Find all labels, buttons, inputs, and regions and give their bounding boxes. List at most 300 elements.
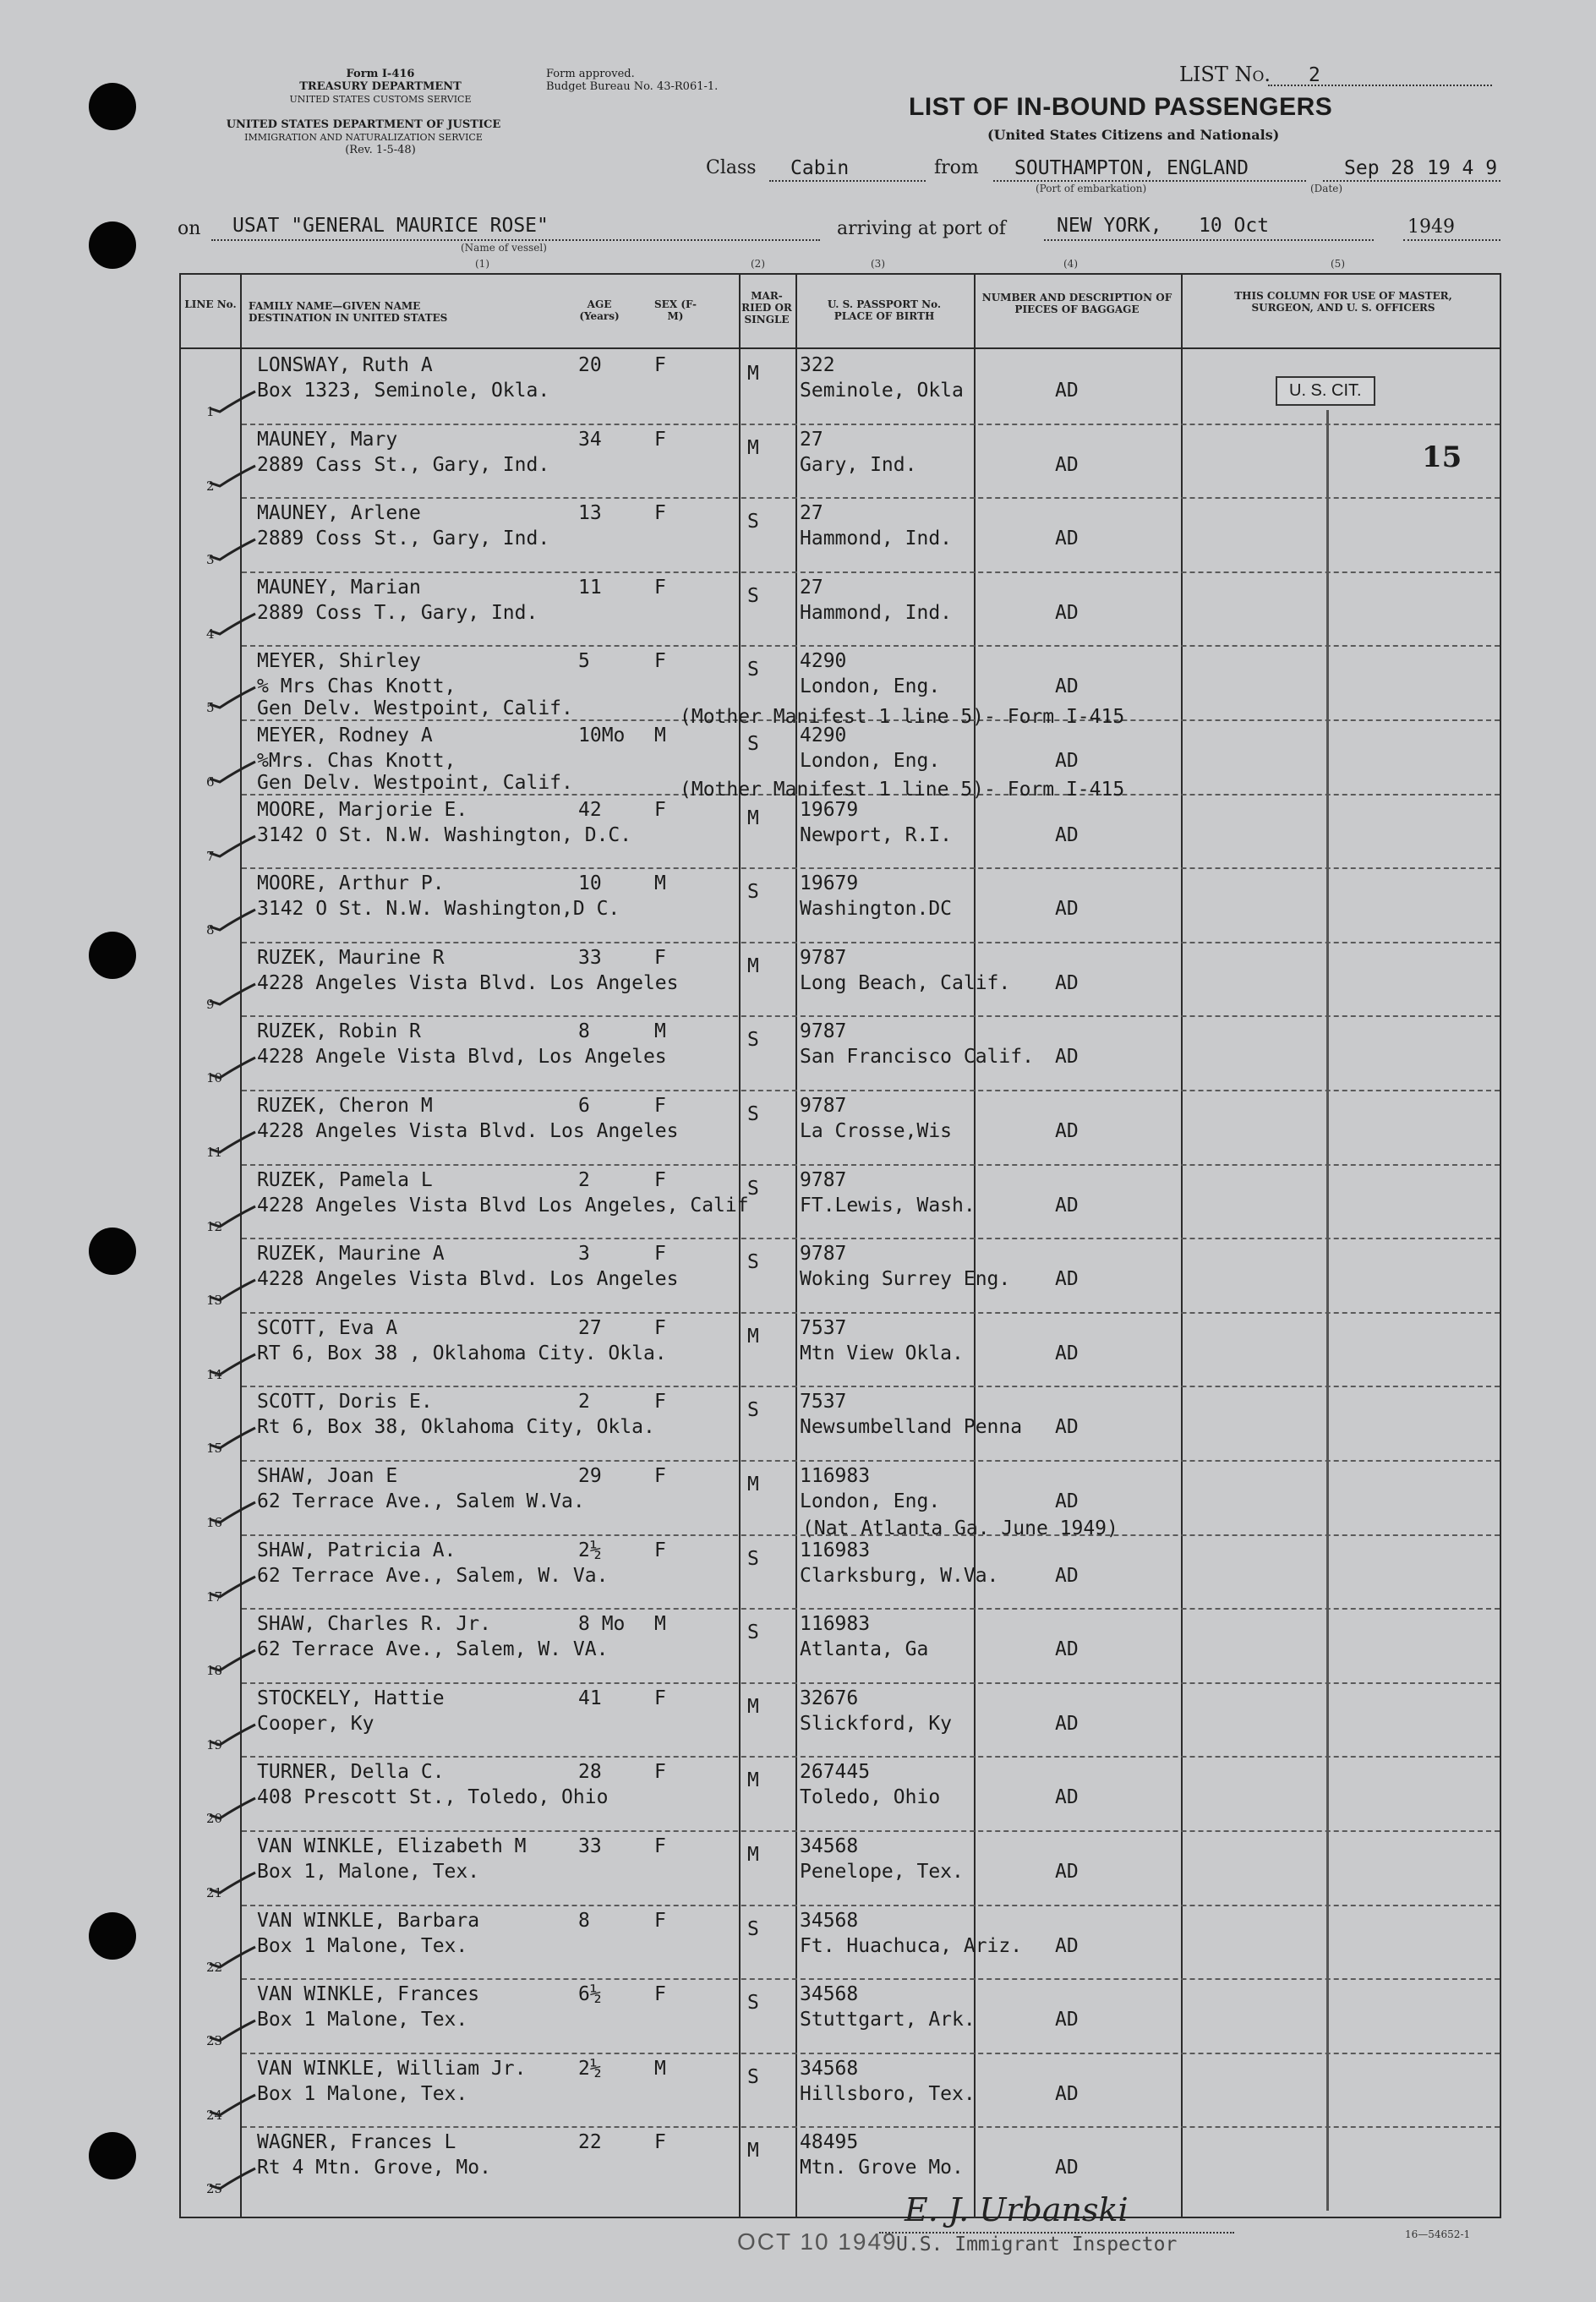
marital-status: S: [747, 1399, 759, 1422]
age: 10Mo: [578, 725, 626, 746]
destination: Box 1 Malone, Tex.: [257, 1934, 468, 1957]
passenger-row: [181, 1015, 1500, 1089]
inspector-signature: E. J. Urbanski: [905, 2191, 1129, 2228]
passenger-name: STOCKELY, Hattie: [257, 1687, 445, 1709]
port-of-embarkation: SOUTHAMPTON, ENGLAND: [1014, 157, 1249, 179]
note-line16: (Nat Atlanta Ga. June 1949): [802, 1517, 1118, 1539]
marital-status: S: [747, 1547, 759, 1570]
destination: 2889 Cass St., Gary, Ind.: [257, 453, 550, 476]
baggage: AD: [1055, 1342, 1079, 1364]
place-of-birth: Gary, Ind.: [800, 453, 917, 476]
passenger-name: RUZEK, Cheron M: [257, 1095, 433, 1117]
check-mark-icon: [206, 2015, 259, 2044]
sex: F: [654, 1168, 666, 1191]
header-sex: SEX (F-M): [654, 298, 697, 322]
line-number: 11: [206, 1145, 223, 1160]
sex: F: [654, 502, 666, 525]
passport-number: 116983: [800, 1539, 871, 1561]
age: 10: [578, 872, 602, 895]
line-number: 5: [206, 700, 215, 716]
line-number: 1: [206, 404, 215, 419]
line-number: 2: [206, 478, 215, 494]
check-mark-icon: [206, 609, 259, 637]
line-number: 19: [206, 1736, 223, 1752]
baggage: AD: [1055, 1490, 1079, 1512]
marital-status: M: [747, 1695, 759, 1718]
sex: F: [654, 798, 666, 821]
passenger-name: LONSWAY, Ruth A: [257, 354, 433, 376]
embark-year: 19 4 9: [1427, 157, 1498, 179]
line-number: 25: [206, 2181, 223, 2197]
passenger-name: TURNER, Della C.: [257, 1761, 445, 1784]
baggage: AD: [1055, 750, 1079, 772]
passenger-row: [181, 424, 1500, 497]
sex: F: [654, 2131, 666, 2154]
marital-status: M: [747, 436, 759, 459]
sex: F: [654, 1095, 666, 1117]
age: 27: [578, 1316, 602, 1339]
passenger-row: [181, 1164, 1500, 1238]
age: 33: [578, 1835, 602, 1857]
check-mark-icon: [206, 1201, 259, 1230]
passenger-row: [181, 942, 1500, 1015]
place-of-birth: Long Beach, Calif.: [800, 971, 1011, 994]
destination: 4228 Angeles Vista Blvd. Los Angeles: [257, 971, 679, 994]
destination: Rt 4 Mtn. Grove, Mo.: [257, 2157, 491, 2179]
check-mark-icon: [206, 2090, 259, 2119]
binder-hole: [89, 1228, 136, 1275]
officer-pencil-line: [1326, 410, 1329, 2211]
place-of-birth: Slickford, Ky: [800, 1712, 953, 1735]
check-mark-icon: [206, 1793, 259, 1822]
line-number: 22: [206, 1959, 223, 1975]
baggage: AD: [1055, 2009, 1079, 2031]
check-mark-icon: [206, 1275, 259, 1304]
sex: F: [654, 1687, 666, 1709]
line-number: 12: [206, 1218, 223, 1234]
destination-line-2: Gen Delv. Westpoint, Calif.: [257, 772, 573, 794]
age: 6: [578, 1095, 590, 1117]
passenger-name: VAN WINKLE, Frances: [257, 1983, 480, 2006]
line-number: 3: [206, 552, 215, 568]
line-number: 9: [206, 996, 215, 1012]
marital-status: M: [747, 807, 759, 829]
marital-status: M: [747, 1325, 759, 1348]
destination: %Mrs. Chas Knott,: [257, 750, 456, 772]
place-of-birth: London, Eng.: [800, 1490, 941, 1512]
from-label: from: [934, 157, 979, 178]
customs-service: UNITED STATES CUSTOMS SERVICE: [289, 94, 472, 105]
passenger-name: VAN WINKLE, Elizabeth M: [257, 1835, 527, 1857]
passenger-name: MOORE, Marjorie E.: [257, 798, 468, 821]
passport-number: 34568: [800, 1909, 859, 1932]
check-mark-icon: [206, 534, 259, 563]
check-mark-icon: [206, 979, 259, 1008]
justice-dept: UNITED STATES DEPARTMENT OF JUSTICE: [226, 118, 501, 131]
passenger-row: [181, 867, 1500, 941]
place-of-birth: FT.Lewis, Wash.: [800, 1194, 976, 1217]
destination: 4228 Angeles Vista Blvd Los Angeles, Calif: [257, 1194, 749, 1217]
passenger-name: VAN WINKLE, William Jr.: [257, 2057, 527, 2080]
footer-code: 16—54652-1: [1405, 2228, 1471, 2240]
sex: F: [654, 1983, 666, 2006]
sex: F: [654, 1243, 666, 1266]
place-of-birth: Ft. Huachuca, Ariz.: [800, 1934, 1023, 1957]
col-num-4: (4): [1063, 258, 1078, 270]
check-mark-icon: [206, 1942, 259, 1971]
baggage: AD: [1055, 1194, 1079, 1217]
check-mark-icon: [206, 1572, 259, 1600]
ins-service: IMMIGRATION AND NATURALIZATION SERVICE: [244, 132, 483, 143]
marital-status: S: [747, 584, 759, 607]
col-num-5: (5): [1331, 258, 1345, 270]
age: 2½: [578, 2057, 602, 2080]
passenger-name: VAN WINKLE, Barbara: [257, 1909, 480, 1932]
age: 29: [578, 1465, 602, 1487]
sex: F: [654, 428, 666, 451]
passenger-name: MEYER, Shirley: [257, 650, 421, 673]
place-of-birth: Woking Surrey Eng.: [800, 1268, 1011, 1291]
destination-line-2: Gen Delv. Westpoint, Calif.: [257, 697, 573, 720]
age: 8: [578, 1909, 590, 1932]
marital-status: S: [747, 1917, 759, 1940]
passport-number: 322: [800, 354, 835, 376]
arrival-year: 1949: [1407, 216, 1455, 238]
vessel-underline: [211, 239, 820, 241]
line-number: 14: [206, 1366, 223, 1382]
passport-number: 34568: [800, 2057, 859, 2080]
check-mark-icon: [206, 1349, 259, 1378]
col-num-1: (1): [475, 258, 489, 270]
place-of-birth: Mtn. Grove Mo.: [800, 2157, 964, 2179]
place-of-birth: Toledo, Ohio: [800, 1786, 941, 1809]
age: 8: [578, 1020, 590, 1043]
header-line-no: LINE No.: [184, 298, 237, 310]
baggage: AD: [1055, 1416, 1079, 1439]
place-of-birth: San Francisco Calif.: [800, 1046, 1034, 1069]
sex: F: [654, 946, 666, 969]
passenger-name: SHAW, Charles R. Jr.: [257, 1613, 491, 1636]
check-mark-icon: [206, 1127, 259, 1156]
age: 28: [578, 1761, 602, 1784]
col-num-2: (2): [751, 258, 765, 270]
passenger-row: [181, 1238, 1500, 1311]
header-name: FAMILY NAME—GIVEN NAME DESTINATION IN UNITED STATES: [249, 300, 448, 324]
sex: F: [654, 1835, 666, 1857]
passport-number: 27: [800, 576, 823, 599]
date-underline: [1323, 180, 1500, 182]
marital-status: S: [747, 881, 759, 904]
passenger-name: MAUNEY, Mary: [257, 428, 398, 451]
place-of-birth: La Crosse,Wis: [800, 1120, 953, 1142]
passenger-name: MAUNEY, Marian: [257, 576, 421, 599]
place-of-birth: Mtn View Okla.: [800, 1342, 964, 1364]
passenger-name: SHAW, Patricia A.: [257, 1539, 456, 1561]
place-of-birth: Atlanta, Ga: [800, 1638, 929, 1661]
place-of-birth: Penelope, Tex.: [800, 1861, 964, 1883]
age: 2: [578, 1168, 590, 1191]
marital-status: S: [747, 1029, 759, 1052]
footer-inspector: U.S. Immigrant Inspector: [896, 2234, 1178, 2256]
passport-number: 27: [800, 502, 823, 525]
destination: 62 Terrace Ave., Salem, W. VA.: [257, 1638, 609, 1661]
baggage: AD: [1055, 528, 1079, 550]
binder-hole: [89, 1912, 136, 1960]
check-mark-icon: [206, 1867, 259, 1896]
passenger-name: MOORE, Arthur P.: [257, 872, 445, 895]
age: 5: [578, 650, 590, 673]
age: 34: [578, 428, 602, 451]
line-number: 13: [206, 1293, 223, 1309]
passport-number: 4290: [800, 650, 847, 673]
class-value: Cabin: [790, 157, 850, 179]
destination: 62 Terrace Ave., Salem, W. Va.: [257, 1564, 609, 1587]
passenger-row: [181, 794, 1500, 867]
sex: F: [654, 1909, 666, 1932]
passport-number: 9787: [800, 1020, 847, 1043]
baggage: AD: [1055, 1934, 1079, 1957]
sex: F: [654, 1391, 666, 1413]
line-number: 16: [206, 1515, 223, 1530]
age: 11: [578, 576, 602, 599]
age: 3: [578, 1243, 590, 1266]
year-underline: [1403, 239, 1500, 241]
passport-number: 9787: [800, 1243, 847, 1266]
header-age: AGE (Years): [579, 298, 620, 322]
passenger-row: [181, 1905, 1500, 1978]
binder-hole: [89, 2132, 136, 2179]
document-title: LIST OF IN-BOUND PASSENGERS: [909, 93, 1333, 121]
budget-bureau: Budget Bureau No. 43-R061-1.: [546, 80, 719, 93]
passenger-row: [181, 571, 1500, 645]
place-of-birth: Hillsboro, Tex.: [800, 2082, 976, 2105]
arrival-date: 10 Oct: [1199, 215, 1270, 237]
line-number: 7: [206, 848, 215, 864]
baggage: AD: [1055, 601, 1079, 624]
form-approved: Form approved.: [546, 68, 635, 80]
baggage: AD: [1055, 971, 1079, 994]
check-mark-icon: [206, 1053, 259, 1081]
place-of-birth: Washington.DC: [800, 898, 953, 921]
marital-status: M: [747, 1474, 759, 1495]
check-mark-icon: [206, 1423, 259, 1452]
destination: 3142 O St. N.W. Washington,D C.: [257, 898, 620, 921]
place-of-birth: Seminole, Okla: [800, 380, 964, 402]
place-of-birth: Clarksburg, W.Va.: [800, 1564, 999, 1587]
baggage: AD: [1055, 453, 1079, 476]
place-of-birth: Stuttgart, Ark.: [800, 2009, 976, 2031]
marital-status: M: [747, 1844, 759, 1866]
destination: 4228 Angeles Vista Blvd. Los Angeles: [257, 1120, 679, 1142]
check-mark-icon: [206, 1720, 259, 1748]
age: 33: [578, 946, 602, 969]
sex: M: [654, 1613, 666, 1636]
passenger-row: [181, 1386, 1500, 1459]
age: 2: [578, 1391, 590, 1413]
header-officers: THIS COLUMN FOR USE OF MASTER, SURGEON, AND U. S. OFFICERS: [1234, 290, 1452, 314]
line-number: 18: [206, 1663, 223, 1679]
passport-number: 9787: [800, 946, 847, 969]
sex: F: [654, 1761, 666, 1784]
passport-number: 267445: [800, 1761, 871, 1784]
check-mark-icon: [206, 1645, 259, 1674]
line-number: 21: [206, 1885, 223, 1900]
footer-date-stamp: OCT 10 1949: [737, 2228, 898, 2255]
passport-number: 116983: [800, 1613, 871, 1636]
baggage: AD: [1055, 1638, 1079, 1661]
port-underline: [993, 180, 1306, 182]
age: 13: [578, 502, 602, 525]
vessel-caption: (Name of vessel): [461, 242, 547, 254]
col-num-3: (3): [871, 258, 885, 270]
list-no-underline: [1268, 85, 1492, 86]
passenger-row: [181, 1682, 1500, 1756]
destination: % Mrs Chas Knott,: [257, 675, 456, 698]
age: 8 Mo: [578, 1613, 626, 1636]
sex: F: [654, 1539, 666, 1561]
passenger-name: SCOTT, Doris E.: [257, 1391, 433, 1413]
list-no-label: LIST No.: [1179, 63, 1271, 86]
header-baggage: NUMBER AND DESCRIPTION OF PIECES OF BAGGAGE: [981, 292, 1172, 315]
check-mark-icon: [206, 831, 259, 860]
baggage: AD: [1055, 2157, 1079, 2179]
passport-number: 9787: [800, 1168, 847, 1191]
passenger-row: [181, 1978, 1500, 2052]
sex: F: [654, 1465, 666, 1487]
passenger-name: RUZEK, Maurine R: [257, 946, 445, 969]
baggage: AD: [1055, 1861, 1079, 1883]
arrival-port: NEW YORK,: [1057, 215, 1162, 237]
document-subtitle: (United States Citizens and Nationals): [987, 127, 1280, 143]
destination: 408 Prescott St., Toledo, Ohio: [257, 1786, 609, 1809]
passport-number: 19679: [800, 872, 859, 895]
passenger-row: [181, 1608, 1500, 1681]
passenger-name: WAGNER, Frances L: [257, 2131, 456, 2154]
destination: 2889 Coss St., Gary, Ind.: [257, 528, 550, 550]
line-number: 15: [206, 1441, 223, 1457]
passenger-name: RUZEK, Maurine A: [257, 1243, 445, 1266]
check-mark-icon: [206, 1497, 259, 1526]
line-number: 6: [206, 774, 215, 790]
marital-status: S: [747, 733, 759, 755]
place-of-birth: London, Eng.: [800, 675, 941, 698]
passport-number: 19679: [800, 798, 859, 821]
check-mark-icon: [206, 461, 259, 489]
marital-status: M: [747, 954, 759, 977]
treasury-dept: TREASURY DEPARTMENT: [299, 80, 462, 93]
place-of-birth: London, Eng.: [800, 750, 941, 772]
place-of-birth: Hammond, Ind.: [800, 528, 953, 550]
page-mark: 15: [1422, 440, 1462, 474]
passenger-name: RUZEK, Robin R: [257, 1020, 421, 1043]
us-cit-stamp: U. S. CIT.: [1276, 376, 1375, 406]
destination: Cooper, Ky: [257, 1712, 374, 1735]
passport-number: 9787: [800, 1095, 847, 1117]
binder-hole: [89, 932, 136, 979]
marital-status: M: [747, 2140, 759, 2163]
date-caption: (Date): [1310, 183, 1343, 194]
age: 22: [578, 2131, 602, 2154]
baggage: AD: [1055, 2082, 1079, 2105]
passport-number: 34568: [800, 1835, 859, 1857]
baggage: AD: [1055, 1268, 1079, 1291]
sex: M: [654, 1020, 666, 1043]
form-number: Form I-416: [346, 68, 415, 80]
age: 42: [578, 798, 602, 821]
sex: M: [654, 872, 666, 895]
baggage: AD: [1055, 1712, 1079, 1735]
sex: F: [654, 576, 666, 599]
baggage: AD: [1055, 675, 1079, 698]
check-mark-icon: [206, 682, 259, 711]
line-number: 8: [206, 922, 215, 938]
destination: 62 Terrace Ave., Salem W.Va.: [257, 1490, 585, 1512]
destination: 2889 Coss T., Gary, Ind.: [257, 601, 538, 624]
sex: M: [654, 2057, 666, 2080]
destination: Box 1323, Seminole, Okla.: [257, 380, 550, 402]
passenger-row: [181, 2053, 1500, 2126]
revision: (Rev. 1-5-48): [345, 144, 416, 156]
sex: F: [654, 650, 666, 673]
passenger-name: MAUNEY, Arlene: [257, 502, 421, 525]
passport-number: 48495: [800, 2131, 859, 2154]
passenger-row: [181, 1090, 1500, 1163]
class-underline: [769, 180, 926, 182]
marital-status: M: [747, 363, 759, 385]
baggage: AD: [1055, 1120, 1079, 1142]
baggage: AD: [1055, 1564, 1079, 1587]
passenger-row: [181, 1534, 1500, 1608]
passenger-row: [181, 497, 1500, 571]
passport-number: 34568: [800, 1983, 859, 2006]
destination: Box 1 Malone, Tex.: [257, 2082, 468, 2105]
marital-status: S: [747, 659, 759, 681]
sex: F: [654, 1316, 666, 1339]
port-caption: (Port of embarkation): [1036, 183, 1147, 194]
passenger-row: [181, 1312, 1500, 1386]
binder-hole: [89, 221, 136, 269]
age: 2½: [578, 1539, 602, 1561]
passenger-table: [179, 273, 1501, 2218]
passenger-name: MEYER, Rodney A: [257, 725, 433, 746]
destination: Box 1 Malone, Tex.: [257, 2009, 468, 2031]
marital-status: M: [747, 1769, 759, 1792]
check-mark-icon: [206, 386, 259, 415]
age: 20: [578, 354, 602, 376]
line-number: 20: [206, 1811, 223, 1827]
marital-status: S: [747, 1103, 759, 1125]
line-number: 24: [206, 2107, 223, 2123]
sex: F: [654, 354, 666, 376]
place-of-birth: Newport, R.I.: [800, 823, 953, 846]
line-number: 17: [206, 1588, 223, 1605]
passenger-name: RUZEK, Pamela L: [257, 1168, 433, 1191]
passport-number: 7537: [800, 1316, 847, 1339]
passenger-row: [181, 1830, 1500, 1904]
passenger-name: SHAW, Joan E: [257, 1465, 398, 1487]
embark-date: Sep 28: [1344, 157, 1415, 179]
passport-number: 116983: [800, 1465, 871, 1487]
line-number: 10: [206, 1070, 223, 1086]
baggage: AD: [1055, 898, 1079, 921]
marital-status: S: [747, 1621, 759, 1644]
vessel-name: USAT "GENERAL MAURICE ROSE": [232, 215, 549, 237]
destination: RT 6, Box 38 , Oklahoma City. Okla.: [257, 1342, 667, 1364]
baggage: AD: [1055, 1786, 1079, 1809]
line-number: 23: [206, 2033, 223, 2049]
arrival-underline: [1044, 239, 1374, 241]
marital-status: S: [747, 1992, 759, 2015]
